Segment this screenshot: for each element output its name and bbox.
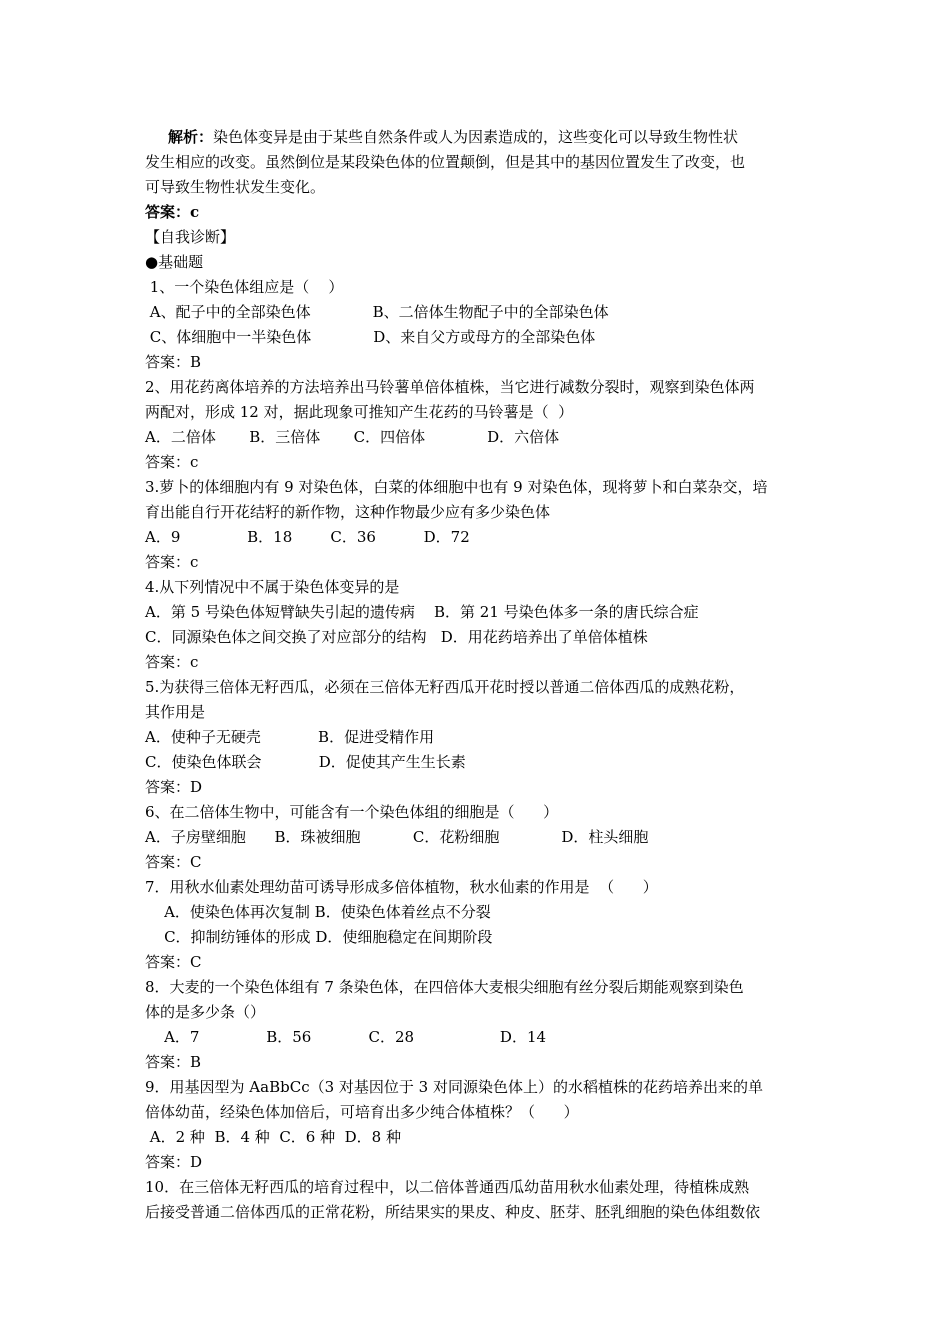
question-3-stem-1: 3.萝卜的体细胞内有 9 对染色体，白菜的体细胞中也有 9 对染色体，现将萝卜和白菜杂交，培 xyxy=(145,478,768,496)
analysis-line-3: 可导致生物性状发生变化。 xyxy=(145,178,326,196)
question-2-answer: 答案：c xyxy=(145,453,199,471)
question-3-answer: 答案：c xyxy=(145,553,199,571)
question-1-answer: 答案：B xyxy=(145,353,202,371)
question-2-stem-2: 两配对，形成 12 对，据此现象可推知产生花药的马铃薯是（ ） xyxy=(145,403,574,421)
analysis-line-2: 发生相应的改变。虽然倒位是某段染色体的位置颠倒，但是其中的基因位置发生了改变，也 xyxy=(145,153,746,171)
question-7-options-2: C．抑制纺锤体的形成 D．使细胞稳定在间期阶段 xyxy=(145,928,493,946)
question-5-options-1: A．使种子无硬壳 B．促进受精作用 xyxy=(145,728,435,746)
question-8-stem-1: 8．大麦的一个染色体组有 7 条染色体，在四倍体大麦根尖细胞有丝分裂后期能观察到染色 xyxy=(145,978,744,996)
question-9-options: A．2 种 B．4 种 C．6 种 D．8 种 xyxy=(145,1128,401,1146)
question-9-stem-2: 倍体幼苗，经染色体加倍后，可培育出多少纯合体植株？（ ） xyxy=(145,1103,579,1121)
section-title: 【自我诊断】 xyxy=(145,228,236,246)
question-9-stem-1: 9．用基因型为 AaBbCc（3 对基因位于 3 对同源染色体上）的水稻植株的花药培养出来的单 xyxy=(145,1078,763,1096)
question-2-options: A．二倍体 B．三倍体 C．四倍体 D．六倍体 xyxy=(145,428,560,446)
question-7-stem: 7．用秋水仙素处理幼苗可诱导形成多倍体植物，秋水仙素的作用是 （ ） xyxy=(145,878,658,896)
question-8-options: A．7 B．56 C．28 D．14 xyxy=(145,1028,547,1046)
question-3-stem-2: 育出能自行开花结籽的新作物，这种作物最少应有多少染色体 xyxy=(145,503,551,521)
question-10-stem-2: 后接受普通二倍体西瓜的正常花粉，所结果实的果皮、种皮、胚芽、胚乳细胞的染色体组数依 xyxy=(145,1203,761,1221)
question-9-answer: 答案：D xyxy=(145,1153,203,1171)
question-8-answer: 答案：B xyxy=(145,1053,202,1071)
question-5-options-2: C．使染色体联会 D．促使其产生生长素 xyxy=(145,753,466,771)
question-10-stem-1: 10．在三倍体无籽西瓜的培育过程中，以二倍体普通西瓜幼苗用秋水仙素处理，待植株成熟 xyxy=(145,1178,750,1196)
question-2-stem-1: 2、用花药离体培养的方法培养出马铃薯单倍体植株，当它进行减数分裂时，观察到染色体两 xyxy=(145,378,755,396)
question-4-answer: 答案：c xyxy=(145,653,199,671)
question-8-stem-2: 体的是多少条（） xyxy=(145,1003,266,1021)
question-4-stem: 4.从下列情况中不属于染色体变异的是 xyxy=(145,578,400,596)
question-4-options-2: C．同源染色体之间交换了对应部分的结构 D．用花药培养出了单倍体植株 xyxy=(145,628,648,646)
analysis-line-1: 解析：染色体变异是由于某些自然条件或人为因素造成的，这些变化可以导致生物性状 xyxy=(168,128,739,146)
question-6-options: A．子房壁细胞 B．珠被细胞 C．花粉细胞 D．柱头细胞 xyxy=(145,828,649,846)
question-7-options-1: A．使染色体再次复制 B．使染色体着丝点不分裂 xyxy=(145,903,491,921)
question-1-options-1: A、配子中的全部染色体 B、二倍体生物配子中的全部染色体 xyxy=(145,303,609,321)
question-6-answer: 答案：C xyxy=(145,853,202,871)
question-7-answer: 答案：C xyxy=(145,953,202,971)
question-4-options-1: A．第 5 号染色体短臂缺失引起的遗传病 B．第 21 号染色体多一条的唐氏综合症 xyxy=(145,603,699,621)
question-3-options: A．9 B．18 C．36 D．72 xyxy=(145,528,470,546)
analysis-label: 解析： xyxy=(168,128,214,146)
question-1-stem: 1、一个染色体组应是（ ） xyxy=(145,278,344,296)
question-6-stem: 6、在二倍体生物中，可能含有一个染色体组的细胞是（ ） xyxy=(145,803,559,821)
question-5-stem-1: 5.为获得三倍体无籽西瓜，必须在三倍体无籽西瓜开花时授以普通二倍体西瓜的成熟花粉， xyxy=(145,678,745,696)
question-5-answer: 答案：D xyxy=(145,778,203,796)
question-5-stem-2: 其作用是 xyxy=(145,703,206,721)
subsection-title: ●基础题 xyxy=(145,253,204,271)
question-1-options-2: C、体细胞中一半染色体 D、来自父方或母方的全部染色体 xyxy=(145,328,596,346)
main-answer: 答案：c xyxy=(145,203,200,221)
